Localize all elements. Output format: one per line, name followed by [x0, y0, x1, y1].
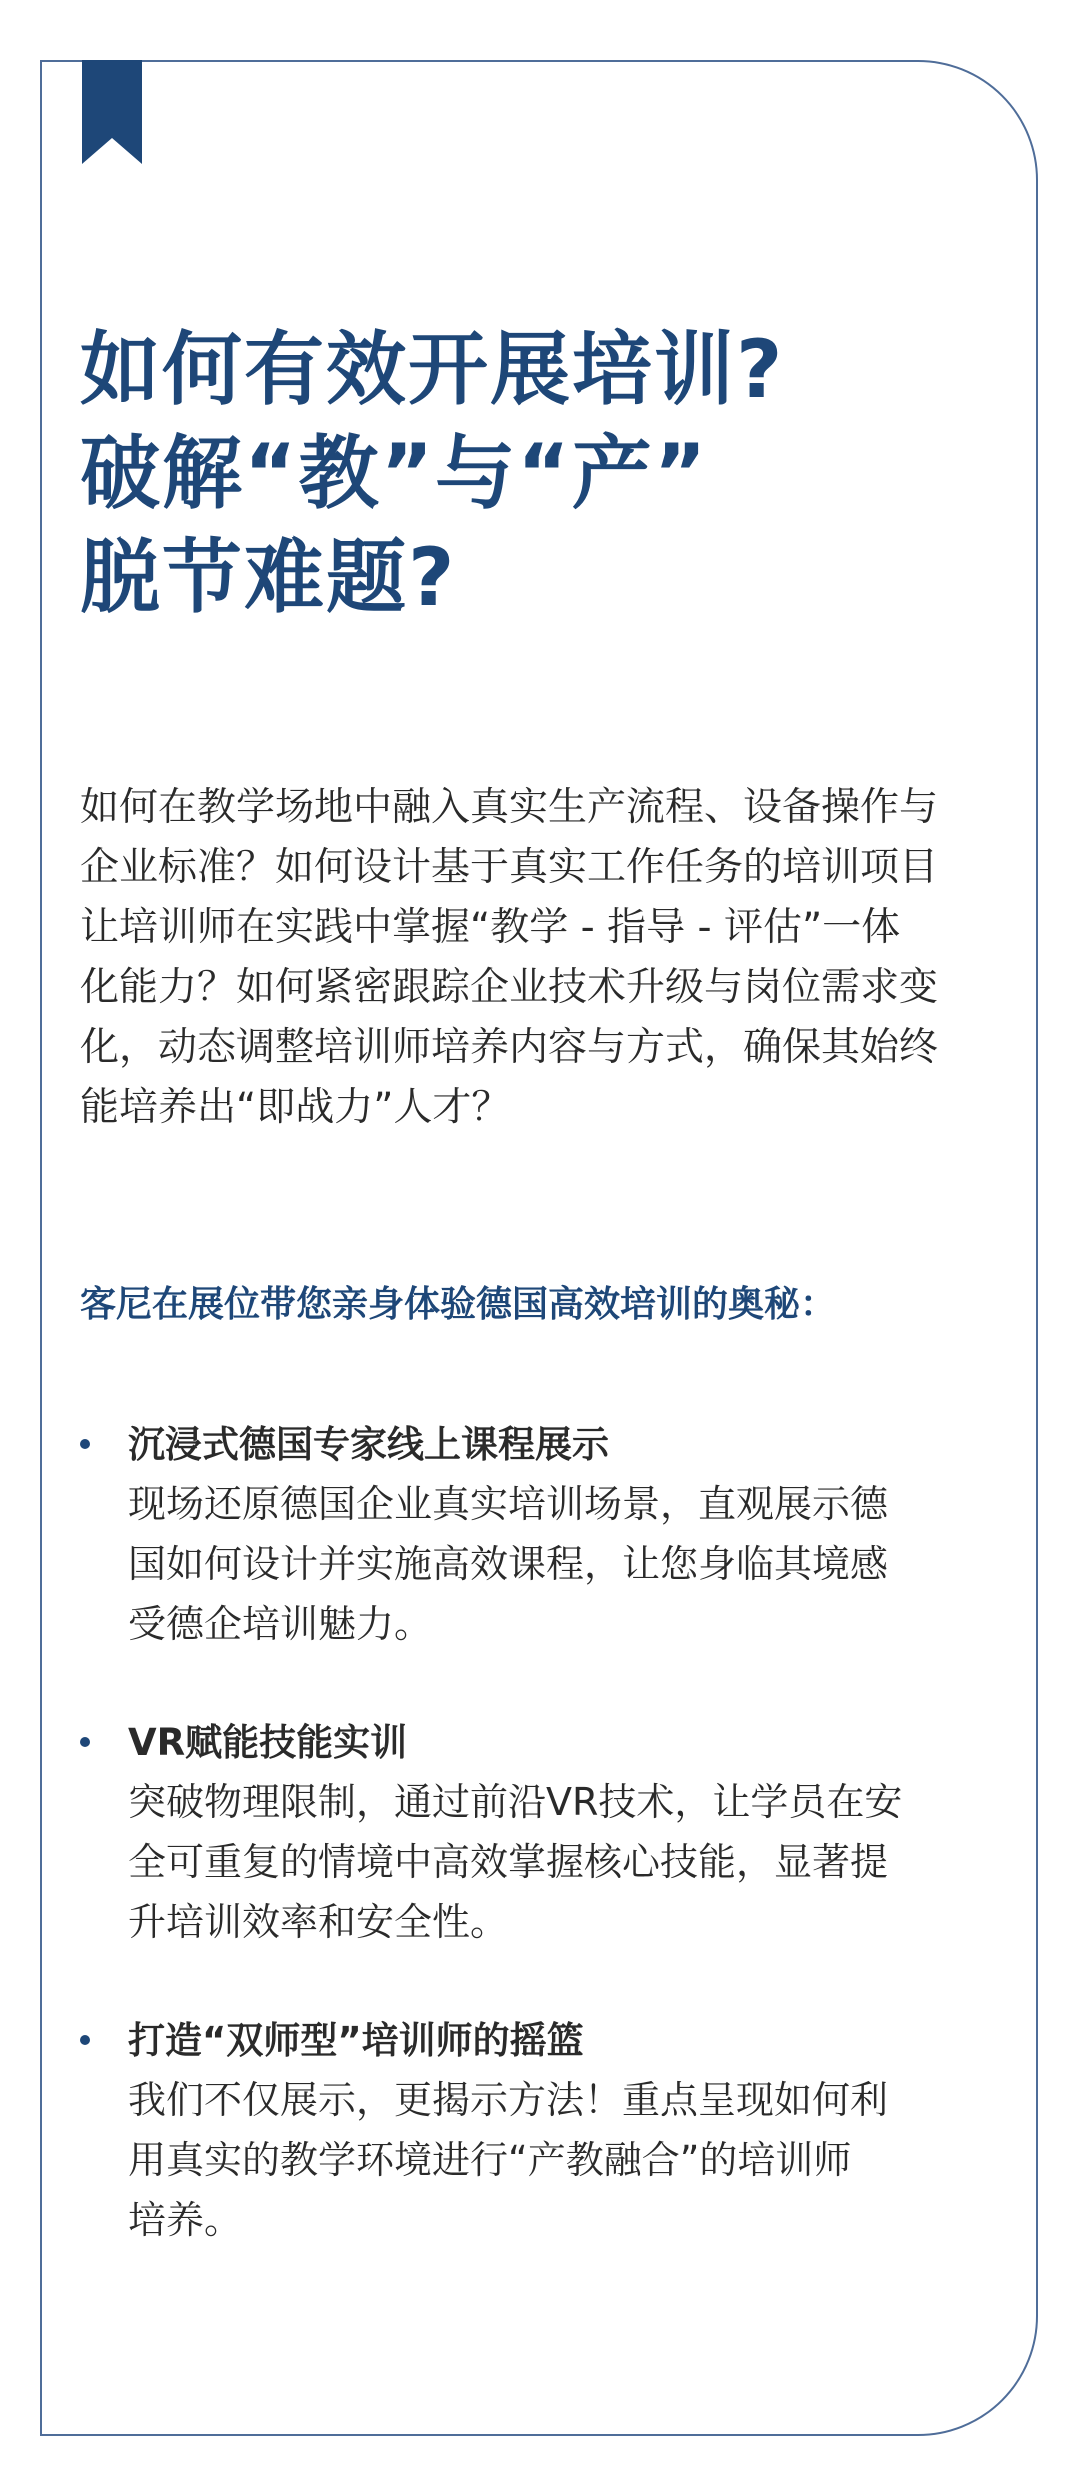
intro-line: 化，动态调整培训师培养内容与方式，确保其始终 [80, 1025, 939, 1070]
intro-line: 能培养出“即战力”人才？ [80, 1085, 511, 1130]
intro-line: 让培训师在实践中掌握“教学 - 指导 - 评估”一体 [80, 905, 901, 950]
feature-line: 培养。 [128, 2198, 243, 2242]
feature-description [128, 1474, 888, 1654]
bullet-icon [80, 2035, 90, 2045]
feature-line: 国如何设计并实施高效课程，让您身临其境感 [128, 1542, 889, 1586]
feature-title: 打造“双师型”培训师的摇篮 [128, 2019, 584, 2062]
headline-line-2: 破解“教”与“产” [80, 427, 709, 520]
feature-line: 用真实的教学环境进行“产教融合”的培训师 [128, 2138, 852, 2182]
headline-line-1: 如何有效开展培训? [80, 323, 785, 416]
intro-line: 化能力？如何紧密跟踪企业技术升级与岗位需求变 [80, 965, 939, 1010]
feature-title: VR赋能技能实训 [128, 1721, 408, 1764]
intro-line: 如何在教学场地中融入真实生产流程、设备操作与 [80, 785, 939, 830]
feature-line: 我们不仅展示，更揭示方法！重点呈现如何利 [128, 2078, 889, 2122]
feature-line: 现场还原德国企业真实培训场景，直观展示德 [128, 1482, 889, 1526]
page-title [80, 318, 784, 630]
feature-description [128, 2070, 888, 2250]
intro-line: 企业标准？如何设计基于真实工作任务的培训项目 [80, 845, 939, 890]
feature-line: 升培训效率和安全性。 [128, 1900, 509, 1944]
feature-description [128, 1772, 902, 1952]
headline-line-3: 脱节难题? [80, 531, 457, 624]
feature-line: 受德企培训魅力。 [128, 1602, 433, 1646]
bookmark-icon [82, 60, 142, 164]
bullet-icon [80, 1439, 90, 1449]
feature-line: 突破物理限制，通过前沿VR技术，让学员在安 [128, 1780, 903, 1824]
bullet-icon [80, 1737, 90, 1747]
intro-paragraph [80, 778, 1020, 1138]
section-lead: 客尼在展位带您亲身体验德国高效培训的奥秘： [80, 1284, 837, 1325]
feature-line: 全可重复的情境中高效掌握核心技能，显著提 [128, 1840, 889, 1884]
feature-title: 沉浸式德国专家线上课程展示 [128, 1423, 609, 1466]
